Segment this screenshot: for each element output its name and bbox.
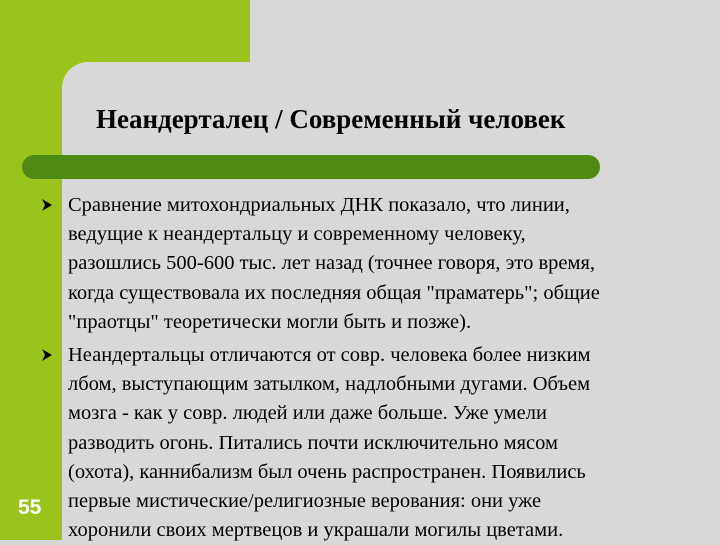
- bullet-item-2-line-6: первые мистические/религиозные верования: они уже: [68, 490, 542, 513]
- bullet-item-2-line-3: мозга - как у совр. людей или даже больше. Уже умели: [68, 402, 547, 425]
- bullet-item-1-line-5: "праотцы" теоретически могли быть и позже).: [68, 310, 472, 333]
- bullet-item-2-line-7: хоронили своих мертвецов и украшали могилы цветами.: [68, 519, 564, 542]
- bullet-item-1-line-2: ведущие к неандертальцу и современному человеку,: [68, 223, 526, 246]
- bullet-item-2-line-1: Неандертальцы отличаются от совр. человека более низким: [68, 344, 591, 366]
- bullet-item-2: [68, 341, 708, 545]
- bullet-item-1-line-1: Сравнение митохондриальных ДНК показало, что линии,: [68, 194, 570, 216]
- bullet-item-1-line-4: когда существовала их последняя общая "праматерь"; общие: [68, 281, 600, 304]
- bullet-item-1: [68, 191, 708, 337]
- page-number: 55: [18, 496, 42, 519]
- bullet-item-2-line-5: (охота), каннибализм был очень распространен. Появились: [68, 460, 586, 483]
- bullet-item-2-line-2: лбом, выступающим затылком, надлобными дугами. Объем: [68, 373, 591, 396]
- arrowhead-bullet-icon: [41, 199, 53, 211]
- arrowhead-bullet-icon: [41, 349, 53, 361]
- slide-title: Неандерталец / Современный человек: [96, 104, 566, 134]
- bullet-item-1-line-3: разошлись 500-600 тыс. лет назад (точнее говоря, это время,: [68, 252, 596, 275]
- bullet-item-2-line-4: разводить огонь. Питались почти исключительно мясом: [68, 431, 558, 454]
- title-divider: [22, 155, 600, 179]
